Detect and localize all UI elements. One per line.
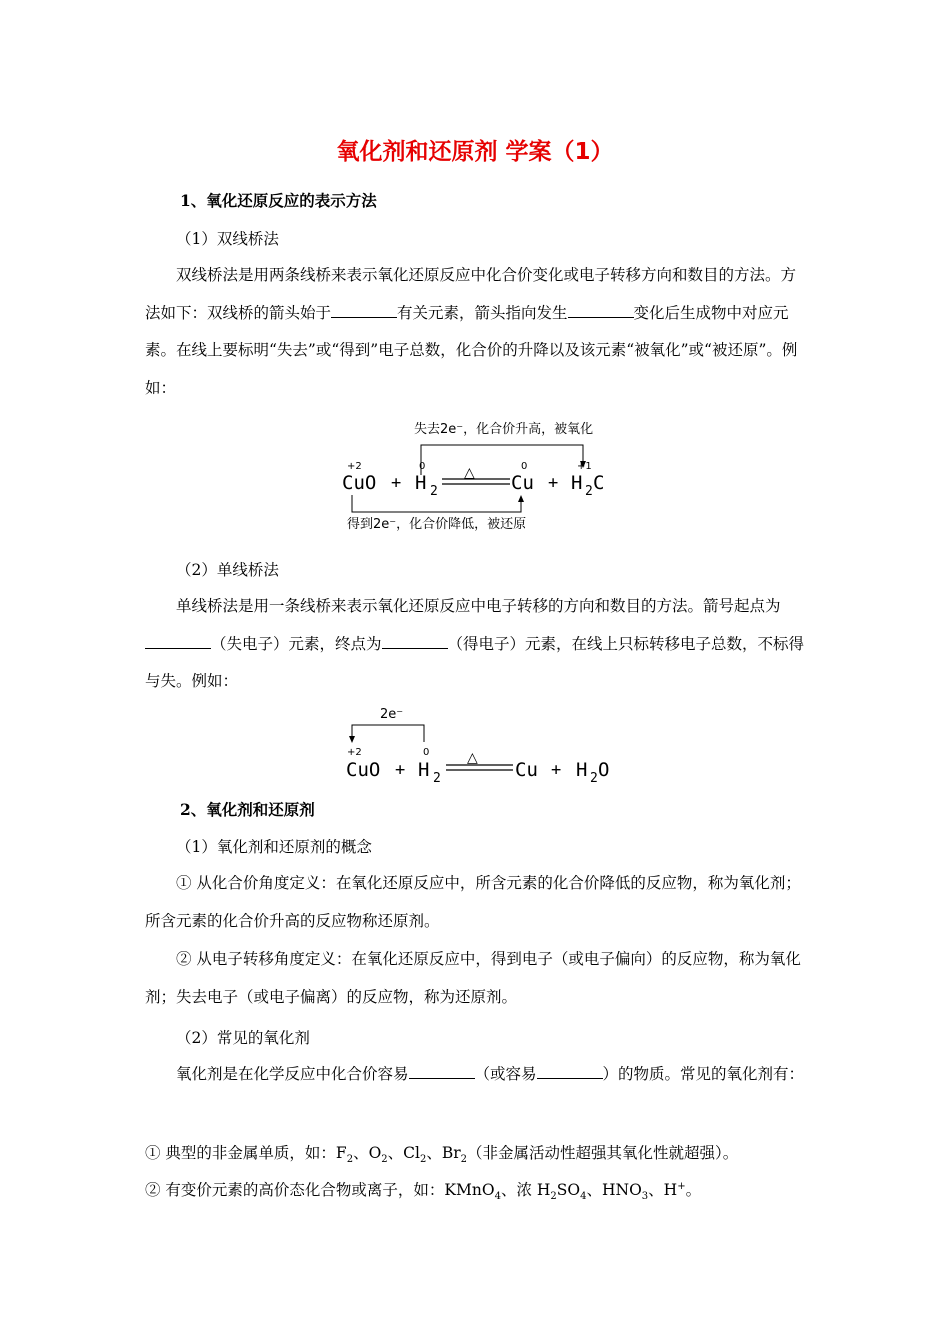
- subsection-common-oxidants: （2）常见的氧化剂: [176, 1029, 310, 1047]
- fill-blank[interactable]: [331, 303, 397, 318]
- ox-state-cu-product: 0: [521, 461, 528, 472]
- text: 变化后生成物中对应元素。在线上要标明“失去”或“得到”电子总数，化合价的升降以及该元素“被氧化”或“被还原”。例如：: [145, 303, 798, 397]
- text: （得电子）元素，在线上只标转移电子总数，不标得与失。例如：: [145, 634, 805, 690]
- product-h2o: H: [576, 759, 588, 781]
- fill-blank[interactable]: [568, 303, 634, 318]
- reactant-cuo: CuO: [342, 472, 377, 494]
- subscript: 2: [460, 1154, 468, 1166]
- text: 。: [685, 1181, 702, 1199]
- paragraph-valence-definition: ① 从化合价角度定义：在氧化还原反应中，所含元素的化合价降低的反应物，称为氧化剂；所含元素的化合价升高的反应物称还原剂。: [145, 874, 801, 930]
- plus-sign: +: [551, 760, 562, 780]
- subscript: 2: [590, 771, 598, 786]
- product-cu: Cu: [511, 472, 534, 494]
- subscript: 2: [550, 1191, 557, 1203]
- text: 、H: [648, 1181, 678, 1199]
- section-1-heading: 1、氧化还原反应的表示方法: [180, 191, 377, 210]
- text: 单线桥法是用一条线桥来表示氧化还原反应中电子转移的方向和数目的方法。箭号起点为: [176, 597, 781, 615]
- reactant-h2: H: [415, 472, 427, 494]
- heat-symbol: △: [464, 465, 475, 481]
- subscript: 3: [641, 1191, 649, 1203]
- bottom-bridge-label: 得到2e⁻，化合价降低，被还原: [347, 517, 527, 532]
- plus-sign: +: [548, 473, 559, 493]
- subscript: 2: [346, 1154, 354, 1166]
- page-title: 氧化剂和还原剂 学案（1）: [336, 139, 614, 165]
- text: 、Cl: [387, 1144, 420, 1162]
- subscript: 2: [430, 484, 438, 499]
- subscript: 2: [585, 484, 593, 499]
- text: ）的物质。常见的氧化剂有：: [602, 1065, 805, 1083]
- single-bridge-line: [352, 725, 424, 742]
- subscript: 4: [580, 1191, 587, 1203]
- text: 氧化剂是在化学反应中化合价容易: [176, 1065, 409, 1083]
- paragraph-double-bridge: [145, 257, 807, 407]
- text: 、浓 H: [500, 1181, 551, 1199]
- subscript: 2: [433, 771, 441, 786]
- product-o: O: [598, 759, 610, 781]
- top-bridge-line: [421, 445, 583, 475]
- fill-blank[interactable]: [145, 634, 211, 649]
- text: 、HNO: [586, 1181, 642, 1199]
- subsection-double-bridge: （1）双线桥法: [176, 230, 279, 248]
- subsection-single-bridge: （2）单线桥法: [176, 561, 279, 579]
- double-bridge-diagram: [330, 412, 630, 537]
- subscript: 2: [381, 1154, 388, 1166]
- heat-symbol: △: [467, 750, 478, 766]
- subsection-concepts: （1）氧化剂和还原剂的概念: [176, 838, 372, 856]
- product-o: C: [593, 472, 605, 494]
- text: 、O: [353, 1144, 382, 1162]
- superscript: +: [677, 1180, 686, 1192]
- plus-sign: +: [395, 760, 406, 780]
- product-h2o: H: [571, 472, 583, 494]
- text: SO: [556, 1181, 581, 1199]
- plus-sign: +: [391, 473, 402, 493]
- ox-state-cu: +2: [347, 461, 362, 472]
- list-item-high-valence: [145, 1178, 701, 1202]
- reactant-cuo: CuO: [346, 759, 381, 781]
- fill-blank[interactable]: [409, 1064, 475, 1079]
- ox-state-h2: 0: [423, 747, 430, 758]
- section-2-heading: 2、氧化剂和还原剂: [180, 800, 315, 819]
- list-item-nonmetals: [145, 1141, 738, 1165]
- product-cu: Cu: [515, 759, 538, 781]
- ox-state-h2: 0: [419, 461, 426, 472]
- text: 双线桥法是用两条线桥来表示氧化还原反应中化合价变化或电子转移方向和数目的方法。方法如下：双线桥的箭头始于: [145, 266, 797, 322]
- ox-state-h-product: +1: [577, 461, 592, 472]
- arrow-head-icon: [349, 736, 355, 743]
- text: 有关元素，箭头指向发生: [397, 303, 568, 322]
- text: ② 有变价元素的高价态化合物或离子，如：KMnO: [145, 1181, 495, 1199]
- text: ① 典型的非金属单质，如：F: [145, 1144, 347, 1162]
- ox-state-cu: +2: [347, 747, 362, 758]
- reactant-h2: H: [418, 759, 430, 781]
- subscript: 4: [494, 1191, 501, 1203]
- fill-blank[interactable]: [537, 1064, 603, 1079]
- electron-count-label: 2e⁻: [380, 707, 404, 722]
- text: （非金属活动性超强其氧化性就超强）。: [467, 1144, 739, 1162]
- paragraph-oxidant-definition: [145, 1056, 807, 1094]
- text: 、Br: [426, 1144, 461, 1162]
- text: （失电子）元素，终点为: [211, 634, 382, 653]
- subscript: 2: [419, 1154, 427, 1166]
- top-bridge-label: 失去2e⁻，化合价升高，被氧化: [414, 422, 594, 437]
- single-bridge-diagram: [330, 704, 630, 789]
- text: （或容易: [474, 1065, 537, 1083]
- paragraph-single-bridge: [145, 588, 807, 701]
- arrow-head-icon: [518, 495, 524, 502]
- fill-blank[interactable]: [382, 634, 448, 649]
- paragraph-electron-definition: ② 从电子转移角度定义：在氧化还原反应中，得到电子（或电子偏向）的反应物，称为氧化剂；失去电子（或电子偏离）的反应物，称为还原剂。: [145, 950, 801, 1006]
